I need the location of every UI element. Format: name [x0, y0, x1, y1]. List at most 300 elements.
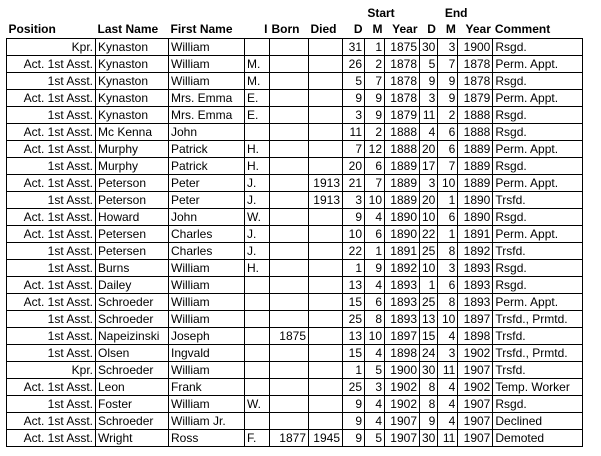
cell-end-year: 1888: [458, 107, 493, 124]
table-row: [7, 430, 583, 447]
cell-initial: J.: [245, 226, 270, 243]
cell-start-month: 4: [365, 413, 385, 430]
cell-born: [270, 209, 309, 226]
col-header-died: Died: [310, 22, 337, 36]
cell-end-month: 4: [438, 396, 458, 413]
cell-end-day: 24: [420, 345, 438, 362]
cell-start-month: 9: [365, 107, 385, 124]
cell-start-day: 15: [343, 345, 365, 362]
cell-first-name: Peter: [169, 192, 245, 209]
cell-end-year: 1889: [458, 158, 493, 175]
cell-end-day: 25: [420, 243, 438, 260]
cell-comment: Trsfd.: [493, 243, 583, 260]
cell-end-day: 5: [420, 56, 438, 73]
cell-end-month: 6: [438, 277, 458, 294]
cell-position: Act. 1st Asst.: [7, 124, 96, 141]
cell-born: [270, 362, 309, 379]
cell-start-month: 4: [365, 277, 385, 294]
col-header-end-month: M: [445, 22, 456, 36]
cell-comment: Rsgd.: [493, 158, 583, 175]
cell-position: 1st Asst.: [7, 396, 96, 413]
cell-died: [309, 209, 343, 226]
cell-died: [309, 56, 343, 73]
cell-start-day: 9: [343, 209, 365, 226]
cell-start-year: 1890: [385, 226, 420, 243]
cell-end-day: 1: [420, 277, 438, 294]
cell-start-day: 15: [343, 294, 365, 311]
cell-born: [270, 311, 309, 328]
cell-start-year: 1889: [385, 192, 420, 209]
cell-end-month: 3: [438, 260, 458, 277]
cell-first-name: William: [169, 260, 245, 277]
cell-end-month: 7: [438, 158, 458, 175]
cell-end-day: 11: [420, 107, 438, 124]
cell-position: 1st Asst.: [7, 192, 96, 209]
cell-start-day: 7: [343, 141, 365, 158]
cell-end-year: 1907: [458, 396, 493, 413]
cell-died: [309, 158, 343, 175]
cell-first-name: William: [169, 396, 245, 413]
cell-start-year: 1888: [385, 124, 420, 141]
cell-initial: F.: [245, 430, 270, 447]
cell-start-year: 1907: [385, 413, 420, 430]
cell-start-day: 9: [343, 90, 365, 107]
cell-start-year: 1900: [385, 362, 420, 379]
cell-end-day: 30: [420, 362, 438, 379]
cell-end-day: 9: [420, 413, 438, 430]
cell-comment: Perm. Appt.: [493, 175, 583, 192]
col-header-first-name: First Name: [170, 22, 233, 36]
cell-start-year: 1878: [385, 90, 420, 107]
cell-initial: H.: [245, 158, 270, 175]
cell-position: Act. 1st Asst.: [7, 56, 96, 73]
cell-start-year: 1893: [385, 311, 420, 328]
cell-start-day: 9: [343, 396, 365, 413]
cell-position: 1st Asst.: [7, 260, 96, 277]
table-row: [7, 345, 583, 362]
cell-position: Act. 1st Asst.: [7, 430, 96, 447]
cell-initial: [245, 311, 270, 328]
cell-start-month: 9: [365, 90, 385, 107]
cell-comment: Demoted: [493, 430, 583, 447]
cell-position: Act. 1st Asst.: [7, 413, 96, 430]
cell-last-name: Peterson: [96, 175, 169, 192]
cell-born: [270, 277, 309, 294]
cell-start-year: 1875: [385, 39, 420, 56]
cell-start-month: 4: [365, 396, 385, 413]
cell-initial: [245, 379, 270, 396]
cell-end-month: 6: [438, 209, 458, 226]
cell-end-year: 1879: [458, 90, 493, 107]
cell-died: [309, 328, 343, 345]
cell-initial: E.: [245, 90, 270, 107]
header-row-1: [7, 6, 583, 21]
cell-start-month: 3: [365, 379, 385, 396]
cell-last-name: Wright: [96, 430, 169, 447]
col-header-start-year: Year: [392, 22, 418, 36]
cell-end-month: 9: [438, 73, 458, 90]
cell-end-day: 20: [420, 141, 438, 158]
cell-first-name: William Jr.: [169, 413, 245, 430]
spreadsheet: [6, 6, 583, 447]
cell-start-month: 1: [365, 39, 385, 56]
cell-comment: Declined: [493, 413, 583, 430]
cell-comment: Rsgd.: [493, 39, 583, 56]
cell-start-day: 22: [343, 243, 365, 260]
cell-position: Act. 1st Asst.: [7, 209, 96, 226]
cell-end-year: 1900: [458, 39, 493, 56]
cell-position: Act. 1st Asst.: [7, 379, 96, 396]
cell-initial: [245, 39, 270, 56]
cell-start-day: 20: [343, 158, 365, 175]
cell-start-year: 1893: [385, 294, 420, 311]
cell-died: [309, 260, 343, 277]
table-row: [7, 226, 583, 243]
cell-last-name: Olsen: [96, 345, 169, 362]
cell-comment: Perm. Appt.: [493, 56, 583, 73]
cell-start-year: 1888: [385, 141, 420, 158]
cell-died: 1945: [309, 430, 343, 447]
table-row: [7, 311, 583, 328]
cell-initial: J.: [245, 192, 270, 209]
cell-start-year: 1879: [385, 107, 420, 124]
cell-comment: Perm. Appt.: [493, 90, 583, 107]
table-row: [7, 294, 583, 311]
cell-start-year: 1878: [385, 56, 420, 73]
cell-position: 1st Asst.: [7, 73, 96, 90]
col-header-start-month: M: [372, 22, 383, 36]
cell-end-year: 1907: [458, 362, 493, 379]
cell-last-name: Mc Kenna: [96, 124, 169, 141]
cell-start-year: 1902: [385, 396, 420, 413]
cell-end-year: 1890: [458, 192, 493, 209]
cell-position: Act. 1st Asst.: [7, 294, 96, 311]
cell-born: [270, 124, 309, 141]
table-row: [7, 192, 583, 209]
cell-first-name: Ross: [169, 430, 245, 447]
cell-start-day: 10: [343, 226, 365, 243]
cell-end-year: 1888: [458, 124, 493, 141]
table-row: [7, 413, 583, 430]
cell-end-year: 1907: [458, 430, 493, 447]
cell-end-month: 1: [438, 226, 458, 243]
cell-position: Act. 1st Asst.: [7, 141, 96, 158]
cell-start-year: 1902: [385, 379, 420, 396]
cell-end-day: 4: [420, 124, 438, 141]
cell-last-name: Kynaston: [96, 90, 169, 107]
cell-died: [309, 73, 343, 90]
cell-start-month: 6: [365, 294, 385, 311]
cell-end-day: 10: [420, 260, 438, 277]
cell-first-name: Mrs. Emma: [169, 107, 245, 124]
table-row: [7, 260, 583, 277]
cell-start-year: 1907: [385, 430, 420, 447]
cell-start-month: 2: [365, 124, 385, 141]
cell-comment: Trsfd.: [493, 192, 583, 209]
cell-initial: [245, 413, 270, 430]
cell-start-day: 1: [343, 260, 365, 277]
cell-first-name: Frank: [169, 379, 245, 396]
cell-last-name: Petersen: [96, 243, 169, 260]
cell-end-month: 8: [438, 243, 458, 260]
cell-comment: Perm. Appt.: [493, 141, 583, 158]
cell-died: [309, 345, 343, 362]
cell-first-name: Peter: [169, 175, 245, 192]
cell-end-year: 1889: [458, 141, 493, 158]
cell-end-month: 4: [438, 413, 458, 430]
cell-start-month: 4: [365, 345, 385, 362]
cell-start-month: 6: [365, 158, 385, 175]
cell-initial: H.: [245, 141, 270, 158]
cell-end-month: 11: [438, 430, 458, 447]
cell-position: 1st Asst.: [7, 158, 96, 175]
cell-died: 1913: [309, 192, 343, 209]
cell-died: [309, 396, 343, 413]
cell-initial: [245, 362, 270, 379]
table-row: [7, 90, 583, 107]
cell-born: [270, 73, 309, 90]
cell-end-day: 25: [420, 294, 438, 311]
cell-position: Act. 1st Asst.: [7, 175, 96, 192]
cell-last-name: Schroeder: [96, 362, 169, 379]
cell-end-day: 22: [420, 226, 438, 243]
cell-first-name: Charles: [169, 243, 245, 260]
cell-comment: Perm. Appt.: [493, 226, 583, 243]
cell-end-month: 6: [438, 141, 458, 158]
cell-died: [309, 107, 343, 124]
cell-born: [270, 243, 309, 260]
cell-end-day: 15: [420, 328, 438, 345]
cell-start-day: 9: [343, 413, 365, 430]
cell-born: [270, 158, 309, 175]
cell-start-month: 10: [365, 328, 385, 345]
cell-born: [270, 379, 309, 396]
cell-initial: M.: [245, 56, 270, 73]
cell-last-name: Kynaston: [96, 56, 169, 73]
col-header-position: Position: [8, 22, 56, 36]
cell-initial: [245, 328, 270, 345]
cell-initial: [245, 345, 270, 362]
cell-end-year: 1878: [458, 56, 493, 73]
cell-initial: [245, 124, 270, 141]
cell-initial: H.: [245, 260, 270, 277]
cell-born: [270, 56, 309, 73]
cell-first-name: William: [169, 362, 245, 379]
cell-first-name: William: [169, 56, 245, 73]
cell-end-month: 8: [438, 294, 458, 311]
cell-start-day: 13: [343, 277, 365, 294]
cell-start-month: 5: [365, 362, 385, 379]
col-header-initial: I: [264, 22, 268, 36]
col-header-born: Born: [271, 22, 300, 36]
cell-start-day: 13: [343, 328, 365, 345]
cell-born: [270, 345, 309, 362]
cell-end-month: 3: [438, 39, 458, 56]
cell-initial: [245, 277, 270, 294]
cell-comment: Rsgd.: [493, 277, 583, 294]
cell-end-year: 1898: [458, 328, 493, 345]
table-row: [7, 209, 583, 226]
cell-position: Act. 1st Asst.: [7, 226, 96, 243]
table-row: [7, 39, 583, 56]
cell-start-year: 1893: [385, 277, 420, 294]
cell-comment: Rsgd.: [493, 209, 583, 226]
table-row: [7, 141, 583, 158]
cell-start-year: 1892: [385, 260, 420, 277]
cell-start-day: 1: [343, 362, 365, 379]
cell-end-day: 17: [420, 158, 438, 175]
cell-last-name: Schroeder: [96, 311, 169, 328]
cell-last-name: Howard: [96, 209, 169, 226]
cell-comment: Trsfd.: [493, 362, 583, 379]
cell-died: [309, 294, 343, 311]
keepers-table: [6, 6, 583, 447]
table-row: [7, 107, 583, 124]
cell-died: [309, 413, 343, 430]
table-row: [7, 158, 583, 175]
cell-start-day: 5: [343, 73, 365, 90]
cell-first-name: Patrick: [169, 158, 245, 175]
cell-start-day: 3: [343, 192, 365, 209]
cell-comment: Rsgd.: [493, 396, 583, 413]
cell-born: [270, 226, 309, 243]
cell-end-day: 10: [420, 209, 438, 226]
cell-start-year: 1890: [385, 209, 420, 226]
start-group-header: Start: [367, 6, 395, 20]
cell-initial: E.: [245, 107, 270, 124]
cell-end-year: 1892: [458, 243, 493, 260]
cell-last-name: Dailey: [96, 277, 169, 294]
cell-position: 1st Asst.: [7, 345, 96, 362]
cell-start-year: 1891: [385, 243, 420, 260]
cell-first-name: William: [169, 73, 245, 90]
cell-first-name: Patrick: [169, 141, 245, 158]
cell-born: [270, 39, 309, 56]
cell-died: [309, 141, 343, 158]
cell-last-name: Schroeder: [96, 413, 169, 430]
cell-start-month: 10: [365, 192, 385, 209]
cell-died: [309, 379, 343, 396]
cell-last-name: Kynaston: [96, 107, 169, 124]
cell-died: [309, 277, 343, 294]
col-header-last-name: Last Name: [97, 22, 159, 36]
cell-first-name: William: [169, 294, 245, 311]
col-header-start-day: D: [353, 22, 363, 36]
cell-died: [309, 362, 343, 379]
table-row: [7, 362, 583, 379]
table-row: [7, 379, 583, 396]
cell-last-name: Leon: [96, 379, 169, 396]
cell-end-month: 6: [438, 124, 458, 141]
cell-start-day: 3: [343, 107, 365, 124]
cell-position: 1st Asst.: [7, 328, 96, 345]
cell-born: [270, 413, 309, 430]
cell-start-day: 11: [343, 124, 365, 141]
cell-end-year: 1893: [458, 294, 493, 311]
cell-end-day: 3: [420, 90, 438, 107]
cell-end-year: 1889: [458, 175, 493, 192]
table-body: [7, 39, 583, 447]
cell-start-month: 12: [365, 141, 385, 158]
cell-first-name: Mrs. Emma: [169, 90, 245, 107]
cell-comment: Trsfd.: [493, 328, 583, 345]
table-row: [7, 56, 583, 73]
cell-start-day: 9: [343, 430, 365, 447]
cell-comment: Perm. Appt.: [493, 294, 583, 311]
cell-comment: Trsfd., Prmtd.: [493, 311, 583, 328]
cell-end-year: 1878: [458, 73, 493, 90]
header-row-2: [7, 21, 583, 39]
cell-comment: Rsgd.: [493, 124, 583, 141]
cell-start-day: 31: [343, 39, 365, 56]
table-row: [7, 124, 583, 141]
cell-end-day: 30: [420, 39, 438, 56]
cell-end-month: 3: [438, 345, 458, 362]
cell-start-month: 1: [365, 243, 385, 260]
cell-start-month: 2: [365, 56, 385, 73]
cell-end-month: 1: [438, 192, 458, 209]
cell-position: 1st Asst.: [7, 243, 96, 260]
cell-born: [270, 141, 309, 158]
cell-comment: Rsgd.: [493, 73, 583, 90]
cell-start-year: 1898: [385, 345, 420, 362]
cell-initial: [245, 294, 270, 311]
cell-first-name: John: [169, 209, 245, 226]
cell-end-month: 4: [438, 379, 458, 396]
cell-end-year: 1897: [458, 311, 493, 328]
cell-end-month: 4: [438, 328, 458, 345]
cell-position: Kpr.: [7, 39, 96, 56]
cell-start-month: 7: [365, 73, 385, 90]
cell-end-year: 1893: [458, 277, 493, 294]
cell-died: [309, 243, 343, 260]
cell-end-month: 9: [438, 90, 458, 107]
cell-end-year: 1890: [458, 209, 493, 226]
cell-position: Act. 1st Asst.: [7, 277, 96, 294]
cell-start-year: 1889: [385, 175, 420, 192]
cell-died: 1913: [309, 175, 343, 192]
cell-initial: M.: [245, 73, 270, 90]
cell-start-year: 1878: [385, 73, 420, 90]
cell-born: [270, 192, 309, 209]
cell-start-month: 5: [365, 430, 385, 447]
cell-first-name: William: [169, 311, 245, 328]
cell-end-year: 1907: [458, 413, 493, 430]
cell-comment: Trsfd., Prmtd.: [493, 345, 583, 362]
cell-born: [270, 260, 309, 277]
cell-end-month: 7: [438, 56, 458, 73]
cell-last-name: Napeizinski: [96, 328, 169, 345]
cell-start-year: 1897: [385, 328, 420, 345]
cell-died: [309, 39, 343, 56]
cell-born: 1875: [270, 328, 309, 345]
cell-position: Kpr.: [7, 362, 96, 379]
cell-died: [309, 124, 343, 141]
cell-end-year: 1893: [458, 260, 493, 277]
cell-comment: Rsgd.: [493, 260, 583, 277]
col-header-end-day: D: [427, 22, 436, 36]
cell-position: 1st Asst.: [7, 107, 96, 124]
cell-initial: J.: [245, 175, 270, 192]
cell-last-name: Murphy: [96, 141, 169, 158]
col-header-comment: Comment: [494, 22, 551, 36]
cell-born: [270, 107, 309, 124]
table-row: [7, 73, 583, 90]
cell-end-day: 13: [420, 311, 438, 328]
cell-initial: J.: [245, 243, 270, 260]
cell-end-day: 3: [420, 175, 438, 192]
end-group-header: End: [444, 6, 468, 20]
